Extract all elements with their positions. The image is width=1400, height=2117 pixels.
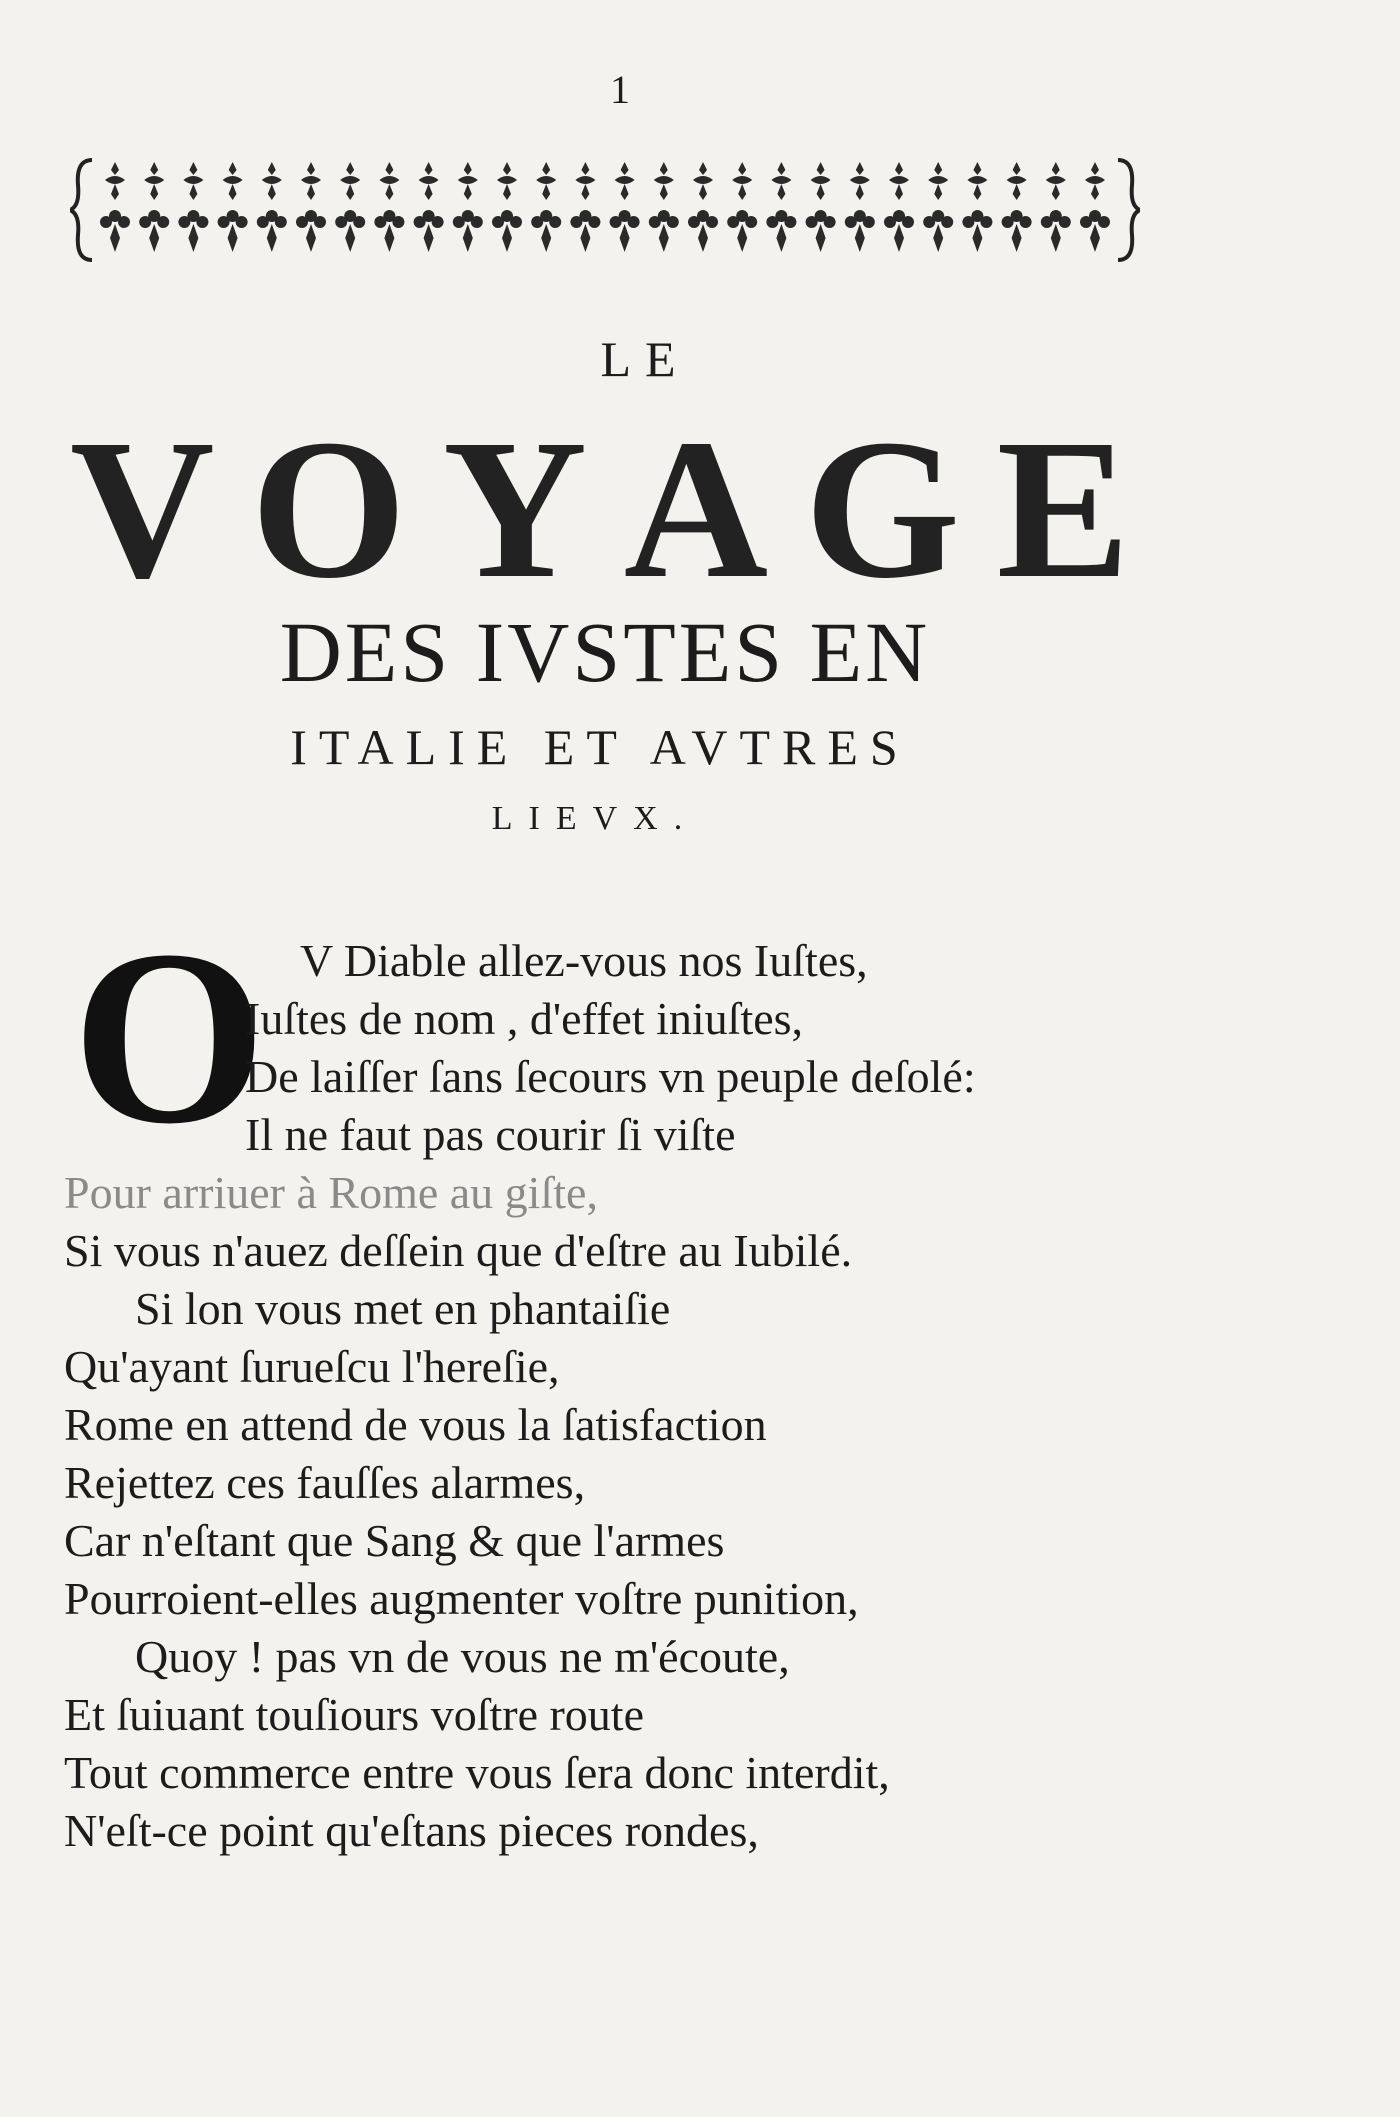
verse-line: Car n'eſtant que Sang & que l'armes <box>64 1515 725 1566</box>
title-letter: Y <box>442 399 588 620</box>
verse-line: Pour arriuer à Rome au giſte, <box>64 1167 598 1218</box>
title-letter: V <box>70 399 215 620</box>
verse-line: Qu'ayant ſurueſcu l'hereſie, <box>64 1341 560 1392</box>
verse-line: Tout commerce entre vous ſera donc interdit, <box>64 1747 890 1798</box>
drop-cap: O <box>72 899 267 1176</box>
title-voyage <box>70 399 1130 620</box>
verse-line: Quoy ! pas vn de vous ne m'écoute, <box>135 1631 790 1682</box>
title-letter: E <box>996 399 1130 620</box>
verse-line: Iuſtes de nom , d'effet iniuſtes, <box>245 993 804 1044</box>
verse-line: Si lon vous met en phantaiſie <box>135 1283 671 1334</box>
verse-line: De laiſſer ſans ſecours vn peuple deſolé: <box>245 1051 976 1102</box>
verse-line: Si vous n'auez deſſein que d'eſtre au Iubilé. <box>64 1225 853 1276</box>
title-letter: G <box>804 399 961 620</box>
page-number: 1 <box>610 67 630 112</box>
title-subtitle-1: DES IVSTES EN <box>279 604 931 700</box>
title-subtitle-3: LIEVX. <box>491 800 699 837</box>
title-article: LE <box>600 331 690 387</box>
verse-line: N'eſt-ce point qu'eſtans pieces rondes, <box>64 1805 759 1856</box>
verse-line: Pourroient-elles augmenter voſtre punition, <box>64 1573 859 1624</box>
verse-line: Rejettez ces fauſſes alarmes, <box>64 1457 586 1508</box>
verse-line: Rome en attend de vous la ſatisfaction <box>64 1399 767 1450</box>
title-letter: O <box>250 399 407 620</box>
verse-line: V Diable allez-vous nos Iuſtes, <box>300 935 868 986</box>
verse-line: Et ſuiuant touſiours voſtre route <box>64 1689 645 1740</box>
title-letter: A <box>623 399 769 620</box>
title-subtitle-2: ITALIE ET AVTRES <box>290 719 910 775</box>
verse-line: Il ne faut pas courir ſi viſte <box>245 1109 736 1160</box>
fleuron-ornament-icon <box>70 140 1140 280</box>
